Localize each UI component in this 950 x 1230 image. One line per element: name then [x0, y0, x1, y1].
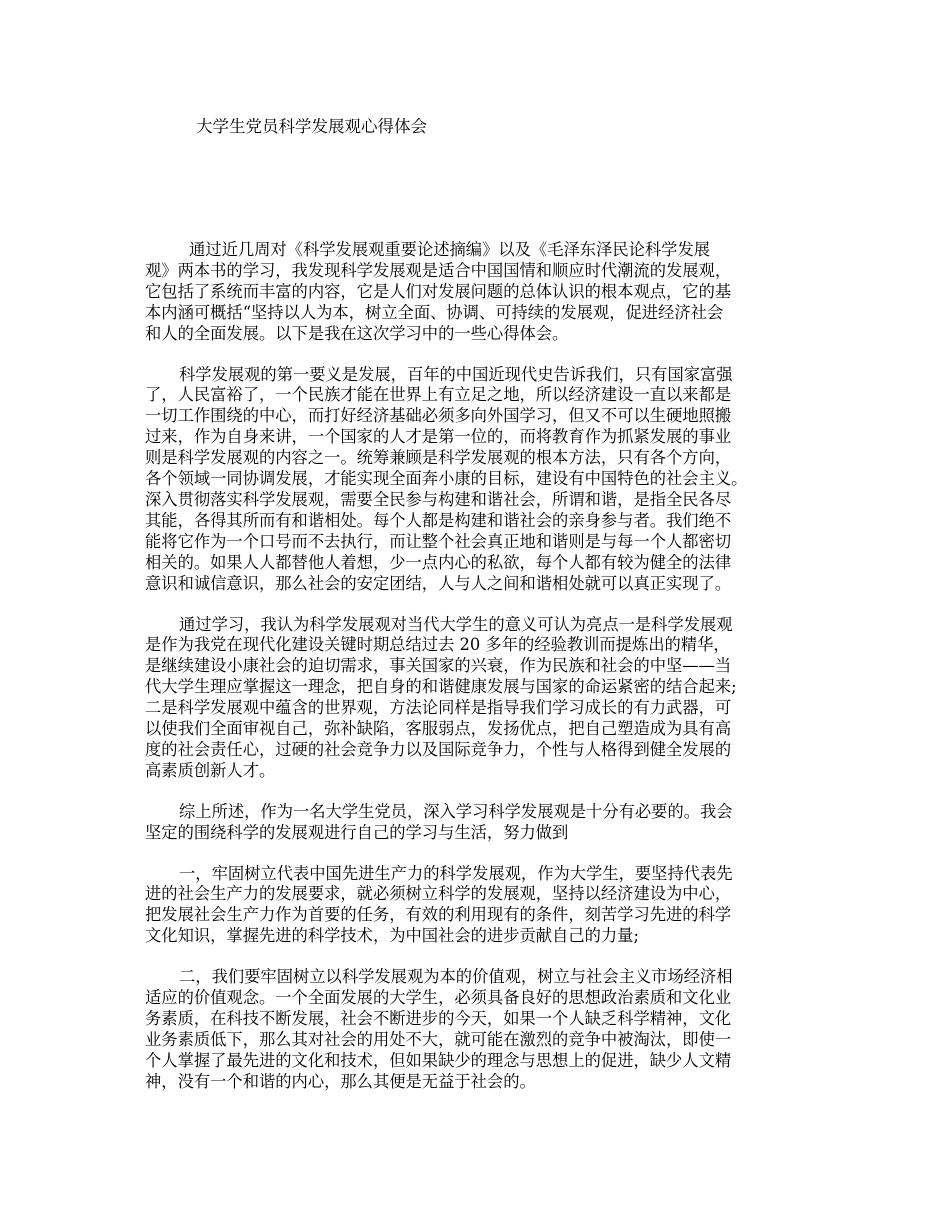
- text-line: 代大学生理应掌握这一理念，把自身的和谐健康发展与国家的命运紧密的结合起来;: [145, 677, 737, 697]
- text-line: 高素质创新人才。: [145, 760, 276, 780]
- text-line: 深入贯彻落实科学发展观，需要全民参与构建和谐社会，所谓和谐，是指全民各尽: [145, 489, 732, 509]
- text-line: 各个领域一同协调发展，才能实现全面奔小康的目标，建设有中国特色的社会主义。: [145, 469, 748, 489]
- text-line: 能将它作为一个口号而不去执行，而让整个社会真正地和谐则是与每一个人都密切: [145, 531, 732, 551]
- text-line: 了，人民富裕了，一个民族才能在世界上有立足之地，所以经济建设一直以来都是: [145, 385, 732, 405]
- text-line: 本内涵可概括“坚持以人为本，树立全面、协调、可持续的发展观，促进经济社会: [145, 302, 724, 322]
- text-line: 综上所述，作为一名大学生党员，深入学习科学发展观是十分有必要的。我会: [179, 801, 733, 821]
- text-line: 进的社会生产力的发展要求，就必须树立科学的发展观，坚持以经济建设为中心，: [145, 884, 732, 904]
- paragraph-5: [145, 864, 817, 948]
- text-line: 是作为我党在现代化建设关键时期总结过去 20 多年的经验教训而提炼出的精华，: [145, 635, 730, 655]
- text-line: 通过近几周对《科学发展观重要论述摘编》以及《毛泽东泽民论科学发展: [189, 240, 711, 259]
- text-line: 一切工作围绕的中心，而打好经济基础必须多向外国学习，但又不可以生硬地照搬: [145, 406, 732, 426]
- text-line: 观》两本书的学习，我发现科学发展观是适合中国国情和顺应时代潮流的发展观，: [145, 260, 732, 280]
- text-line: 过来，作为自身来讲，一个国家的人才是第一位的，而将教育作为抓紧发展的事业: [145, 427, 732, 447]
- document-title: 大学生党员科学发展观心得体会: [196, 117, 427, 136]
- text-line: 则是科学发展观的内容之一。统筹兼顾是科学发展观的根本方法，只有各个方向，: [145, 448, 732, 468]
- text-line: 是继续建设小康社会的迫切需求，事关国家的兴衰，作为民族和社会的中坚——当: [145, 656, 732, 676]
- text-line: 文化知识，掌握先进的科学技术，为中国社会的进步贡献自己的力量;: [145, 926, 639, 946]
- text-line: 科学发展观的第一要义是发展，百年的中国近现代史告诉我们，只有国家富强: [179, 364, 733, 384]
- text-line: 它包括了系统而丰富的内容，它是人们对发展问题的总体认识的根本观点，它的基: [145, 281, 732, 301]
- paragraph-3: [145, 615, 817, 782]
- text-line: 二，我们要牢固树立以科学发展观为本的价值观，树立与社会主义市场经济相: [179, 967, 733, 987]
- text-line: 把发展社会生产力作为首要的任务，有效的利用现有的条件，刻苦学习先进的科学: [145, 905, 732, 925]
- text-line: 适应的价值观念。一个全面发展的大学生，必须具备良好的思想政治素质和文化业: [145, 988, 732, 1008]
- text-line: 度的社会责任心，过硬的社会竞争力以及国际竞争力，个性与人格得到健全发展的: [145, 739, 732, 759]
- text-line: 务素质，在科技不断发展，社会不断进步的今天，如果一个人缺乏科学精神，文化: [145, 1009, 732, 1028]
- text-line: 坚定的围绕科学的发展观进行自己的学习与生活，努力做到: [145, 822, 569, 842]
- text-line: 个人掌握了最先进的文化和技术，但如果缺少的理念与思想上的促进，缺少人文精: [145, 1050, 732, 1070]
- text-line: 业务素质低下，那么其对社会的用处不大，就可能在激烈的竞争中被淘汰，即使一: [145, 1029, 732, 1049]
- document-body: [145, 240, 817, 1113]
- paragraph-6: [145, 967, 817, 1092]
- paragraph-1: [145, 240, 817, 345]
- text-line: 一，牢固树立代表中国先进生产力的科学发展观，作为大学生，要坚持代表先: [179, 863, 733, 883]
- text-line: 二是科学发展观中蕴含的世界观，方法论同样是指导我们学习成长的有力武器，可: [145, 698, 732, 718]
- text-line: 通过学习，我认为科学发展观对当代大学生的意义可认为亮点一是科学发展观: [179, 614, 733, 634]
- text-line: 相关的。如果人人都替他人着想，少一点内心的私欲，每个人都有较为健全的法律: [145, 552, 732, 572]
- paragraph-2: [145, 365, 817, 595]
- text-line: 和人的全面发展。以下是我在这次学习中的一些心得体会。: [145, 323, 569, 343]
- text-line: 以使我们全面审视自己，弥补缺陷，客服弱点，发扬优点，把自己塑造成为具有高: [145, 719, 732, 739]
- text-line: 意识和诚信意识，那么社会的安定团结，人与人之间和谐相处就可以真正实现了。: [145, 573, 732, 593]
- text-line: 神，没有一个和谐的内心，那么其便是无益于社会的。: [145, 1071, 536, 1091]
- text-line: 其能，各得其所而有和谐相处。每个人都是构建和谐社会的亲身参与者。我们绝不: [145, 510, 732, 530]
- paragraph-4: [145, 802, 817, 844]
